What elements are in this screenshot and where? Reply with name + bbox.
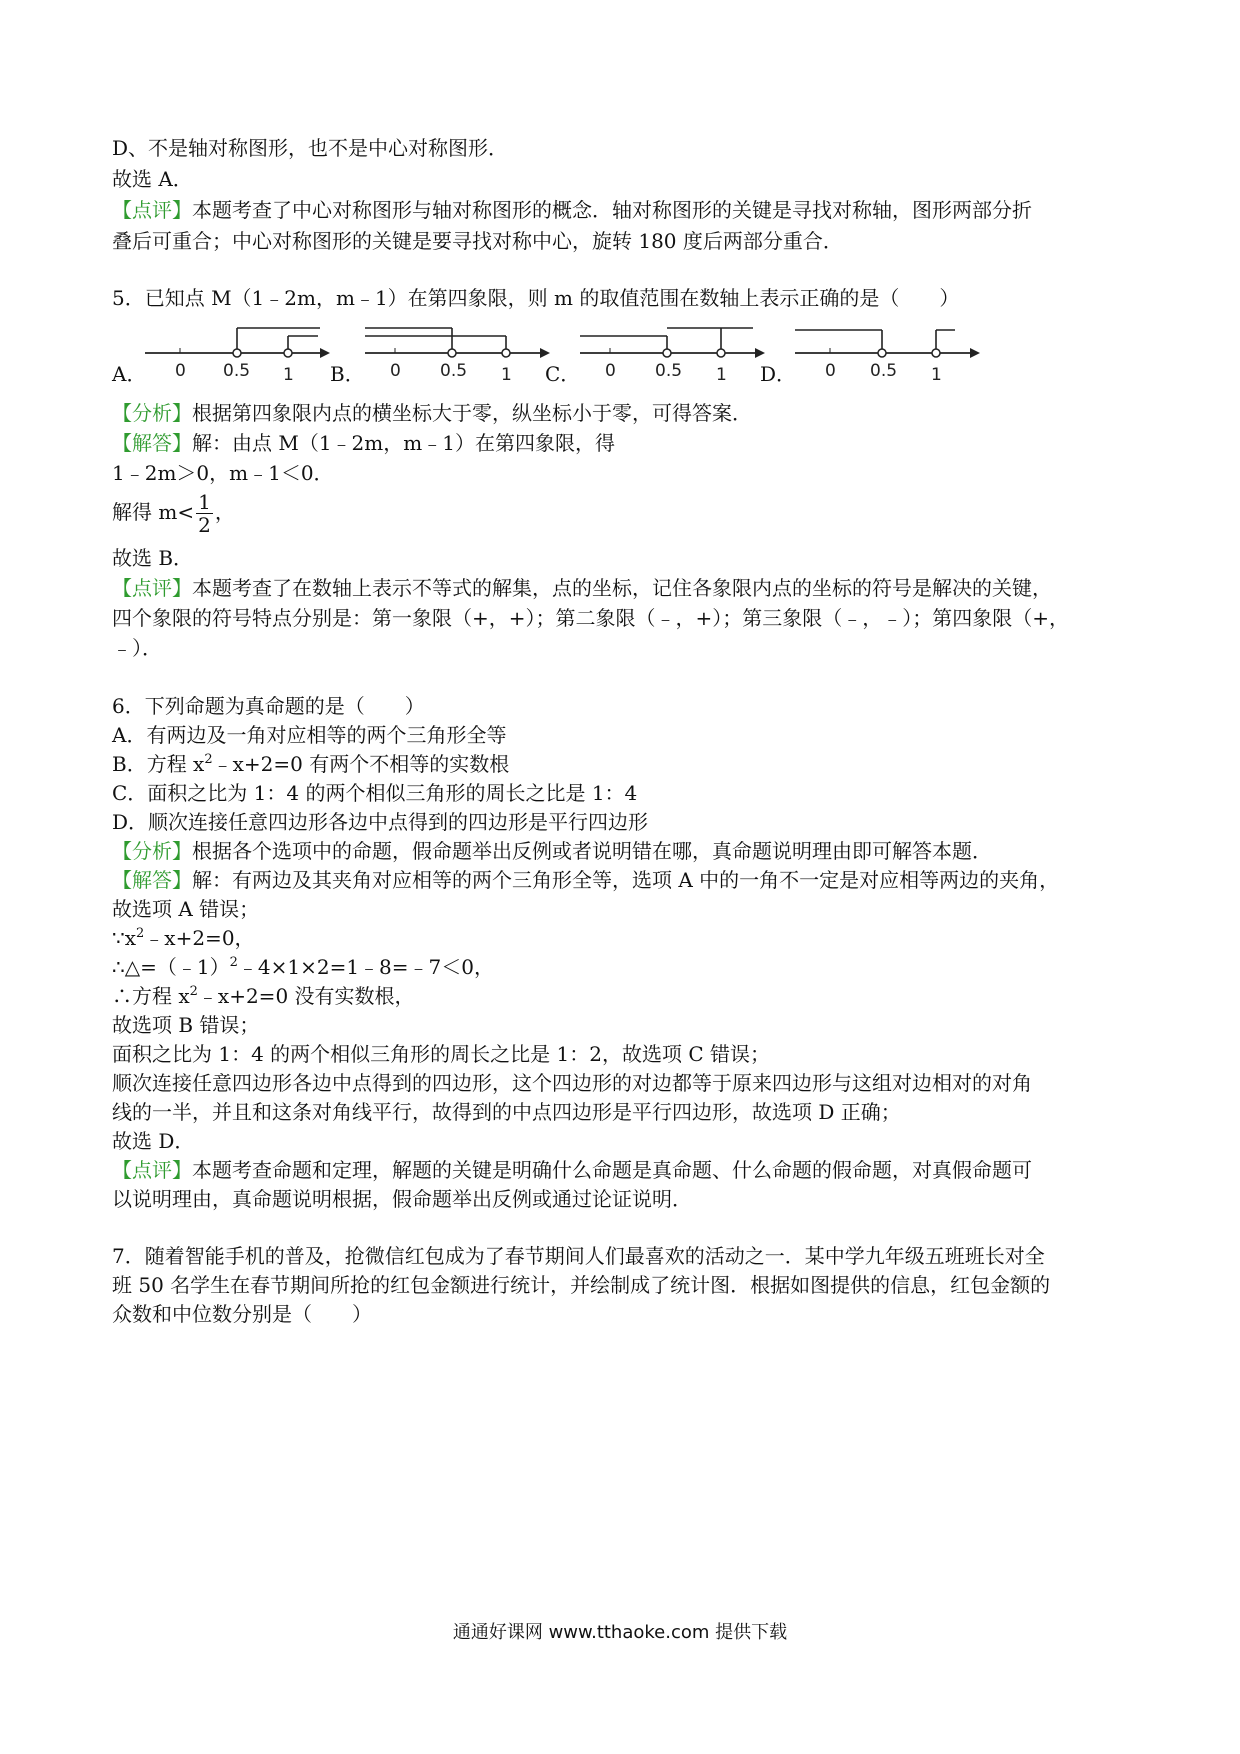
tick-label: 0 bbox=[390, 361, 401, 381]
q6-solution-line-9: 线的一半，并且和这条对角线平行，故得到的中点四边形是平行四边形，故选项 D 正确； bbox=[112, 1100, 901, 1124]
q5-solution-line-3: 解得 m< $\frac{1}{2}$ ， bbox=[112, 490, 235, 537]
q4-answer: 故选 A． bbox=[112, 167, 193, 191]
q6-solution-line-1: 【解答】解：有两边及其夹角对应相等的两个三角形全等，选项 A 中的一角不一定是对应相等两边的夹角， bbox=[112, 868, 1060, 892]
tick-label: 0.5 bbox=[870, 361, 898, 381]
q4-review-line-2: 叠后可重合；中心对称图形的关键是要寻找对称中心，旋转 180 度后两部分重合． bbox=[112, 229, 843, 253]
q7-stem-line-2: 班 50 名学生在春节期间所抢的红包金额进行统计，并绘制成了统计图．根据如图提供的信息，红包金额的 bbox=[112, 1273, 1051, 1297]
tick-label: 1 bbox=[501, 365, 512, 385]
q5-number-line-b bbox=[360, 318, 550, 388]
tick-label: 0 bbox=[825, 361, 836, 381]
q5-review-line-2: 四个象限的符号特点分别是：第一象限（+，+）；第二象限（﹣，+）；第三象限（﹣，﹣）；第四象限（+， bbox=[112, 606, 1070, 630]
q6-option-a: A．有两边及一角对应相等的两个三角形全等 bbox=[112, 723, 507, 747]
q5-answer: 故选 B． bbox=[112, 546, 194, 570]
q6-solution-line-6: 故选项 B 错误； bbox=[112, 1013, 260, 1037]
q5-number-line-c bbox=[575, 318, 765, 388]
q6-answer: 故选 D． bbox=[112, 1129, 195, 1153]
tick-label: 0 bbox=[605, 361, 616, 381]
q6-solution-line-4: ∴△=（﹣1）$^2$﹣4×1×2=1﹣8=﹣7＜0， bbox=[112, 955, 494, 979]
q6-solution-line-5: ∴方程 $x^2﹣x+2=0$ 没有实数根， bbox=[112, 984, 415, 1008]
q7-stem-line-1: 7．随着智能手机的普及，抢微信红包成为了春节期间人们最喜欢的活动之一．某中学九年级五班班长对全 bbox=[112, 1244, 1045, 1268]
tick-label: 1 bbox=[283, 365, 294, 385]
review-tag: 【点评】 bbox=[112, 576, 192, 600]
q6-option-b: B．方程 $x^2﹣x+2=0$ 有两个不相等的实数根 bbox=[112, 752, 510, 776]
q5-solution-line-2: 1﹣2m＞0，m﹣1＜0． bbox=[112, 461, 334, 485]
page-footer: 通通好课网 www.tthaoke.com 提供下载 bbox=[452, 1622, 788, 1643]
q5-option-c-label: C． bbox=[545, 362, 581, 386]
q5-review-line-3: ﹣）． bbox=[112, 636, 162, 660]
q6-solution-line-7: 面积之比为 1：4 的两个相似三角形的周长之比是 1：2，故选项 C 错误； bbox=[112, 1042, 770, 1066]
tick-label: 0 bbox=[175, 361, 186, 381]
analysis-tag: 【分析】 bbox=[112, 401, 192, 425]
tick-label: 0.5 bbox=[655, 361, 683, 381]
q5-number-line-a bbox=[140, 318, 330, 388]
q5-stem: 5．已知点 M（1﹣2m，m﹣1）在第四象限，则 m 的取值范围在数轴上表示正确的是（ ） bbox=[112, 286, 960, 310]
analysis-tag: 【分析】 bbox=[112, 839, 192, 863]
q4-review-line-1: 【点评】本题考查了中心对称图形与轴对称图形的概念．轴对称图形的关键是寻找对称轴，图形两部分折 bbox=[112, 198, 1032, 222]
q6-analysis: 【分析】根据各个选项中的命题，假命题举出反例或者说明错在哪，真命题说明理由即可解答本题． bbox=[112, 839, 992, 863]
q6-option-c: C．面积之比为 1：4 的两个相似三角形的周长之比是 1：4 bbox=[112, 781, 638, 805]
tick-label: 1 bbox=[931, 365, 942, 385]
review-tag: 【点评】 bbox=[112, 1158, 192, 1182]
q7-stem-line-3: 众数和中位数分别是（ ） bbox=[112, 1302, 372, 1326]
q6-review-line-1: 【点评】本题考查命题和定理，解题的关键是明确什么命题是真命题、什么命题的假命题，对真假命题可 bbox=[112, 1158, 1032, 1182]
q6-review-line-2: 以说明理由，真命题说明根据，假命题举出反例或通过论证说明． bbox=[112, 1187, 692, 1211]
q6-option-d: D．顺次连接任意四边形各边中点得到的四边形是平行四边形 bbox=[112, 810, 649, 834]
q6-stem: 6．下列命题为真命题的是（ ） bbox=[112, 694, 425, 718]
q5-review-line-1: 【点评】本题考查了在数轴上表示不等式的解集，点的坐标，记住各象限内点的坐标的符号是解决的关键， bbox=[112, 576, 1052, 600]
fraction-one-half: $\frac{1}{2}$ bbox=[198, 490, 211, 537]
q4-option-d: D、不是轴对称图形，也不是中心对称图形． bbox=[112, 136, 509, 160]
review-tag: 【点评】 bbox=[112, 198, 192, 222]
q5-option-a-label: A． bbox=[112, 362, 147, 386]
q6-solution-line-2: 故选项 A 错误； bbox=[112, 897, 260, 921]
solution-tag: 【解答】 bbox=[112, 431, 192, 455]
tick-label: 0.5 bbox=[440, 361, 468, 381]
q6-solution-line-8: 顺次连接任意四边形各边中点得到的四边形，这个四边形的对边都等于原来四边形与这组对边相对的对角 bbox=[112, 1071, 1032, 1095]
q5-option-b-label: B． bbox=[330, 362, 365, 386]
solution-tag: 【解答】 bbox=[112, 868, 192, 892]
q5-solution-line-1: 【解答】解：由点 M（1﹣2m，m﹣1）在第四象限，得 bbox=[112, 431, 615, 455]
tick-label: 1 bbox=[716, 365, 727, 385]
tick-label: 0.5 bbox=[223, 361, 251, 381]
q5-option-d-label: D． bbox=[760, 362, 797, 386]
q5-analysis: 【分析】根据第四象限内点的横坐标大于零，纵坐标小于零，可得答案． bbox=[112, 401, 752, 425]
q6-solution-line-3: $\because x^2﹣x+2=0$， bbox=[112, 926, 255, 950]
q5-number-line-d bbox=[790, 318, 980, 388]
